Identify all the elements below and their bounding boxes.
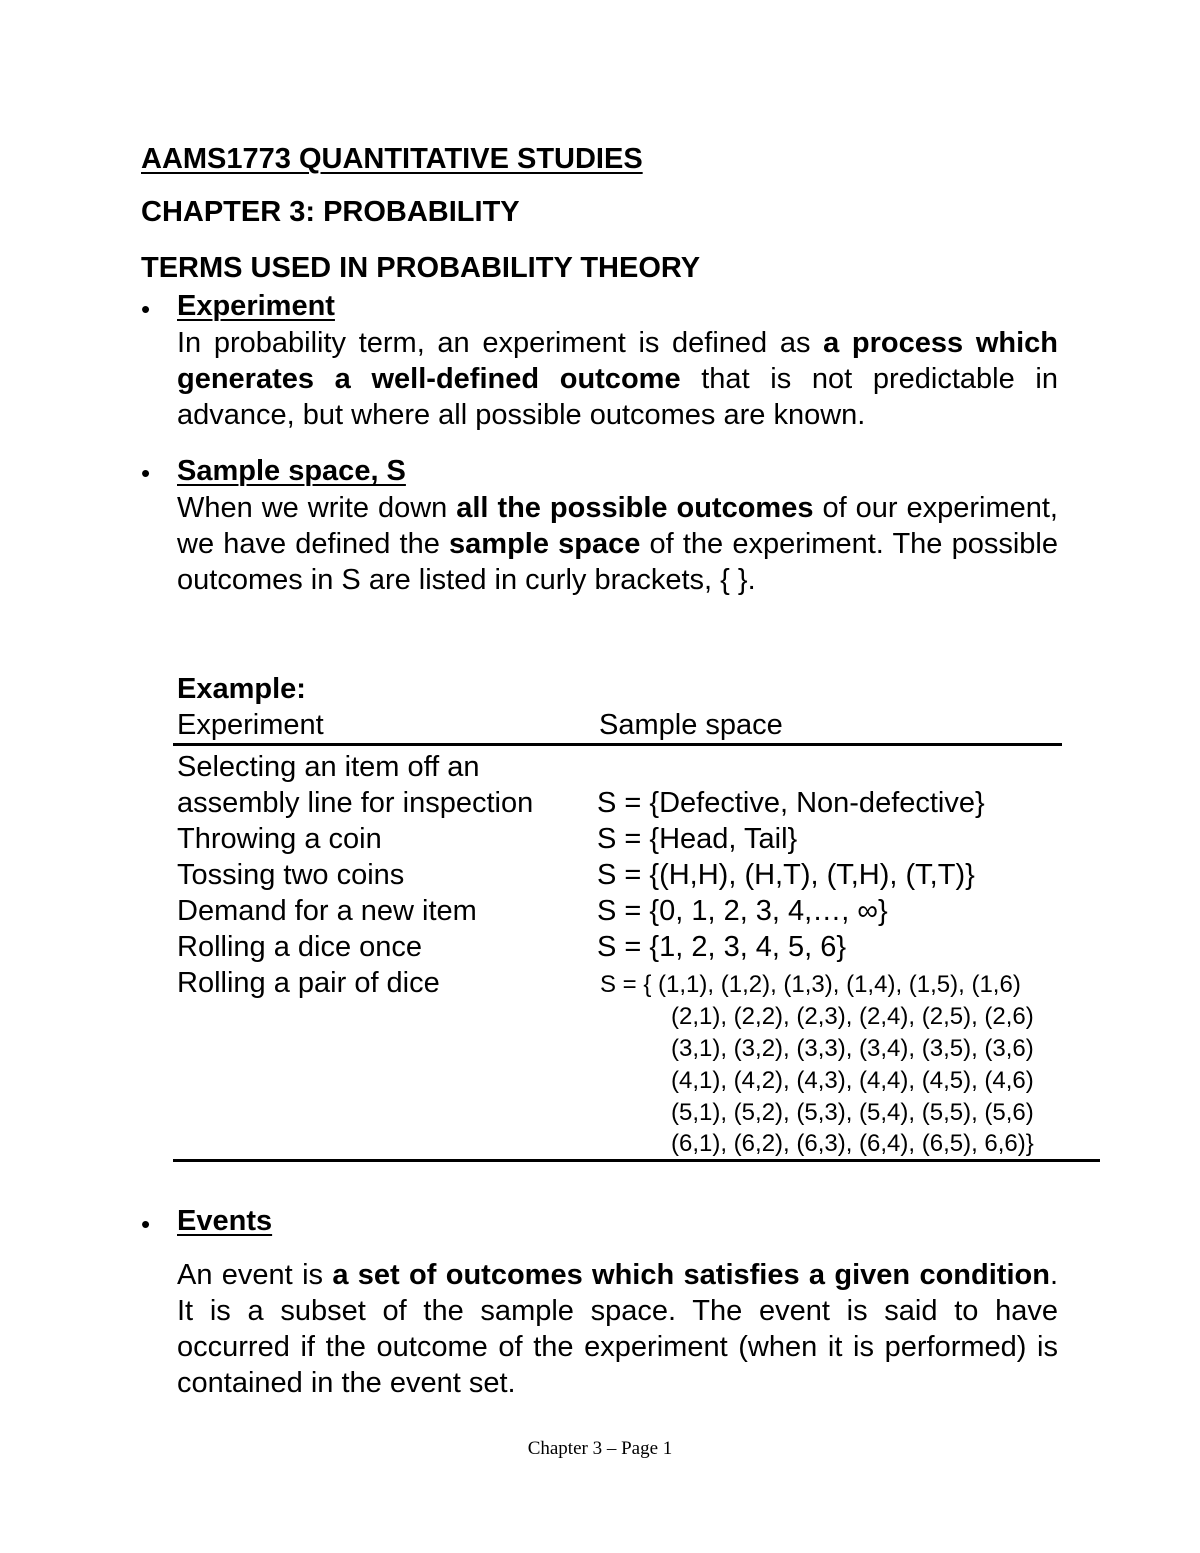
- sample-space-bold-1: all the possible outcomes: [456, 492, 814, 524]
- table-row-experiment: Demand for a new item: [177, 895, 477, 927]
- table-row-sample-space: S = {(H,H), (H,T), (T,H), (T,T)}: [597, 859, 975, 891]
- table-row-experiment: Selecting an item off an: [177, 751, 480, 783]
- chapter-title: CHAPTER 3: PROBABILITY: [141, 196, 520, 228]
- events-bold-1: a set of outcomes which satisfies a given condition: [332, 1259, 1050, 1291]
- events-heading: Events: [177, 1205, 273, 1237]
- table-row-experiment: Rolling a pair of dice: [177, 967, 440, 999]
- experiment-text-2: that is not predictable in advance, but where all possible outcomes are known.: [177, 363, 1058, 431]
- dice-outcomes-line: (2,1), (2,2), (2,3), (2,4), (2,5), (2,6): [671, 1003, 1034, 1030]
- sample-space-text-3: of the experiment. The possible outcomes in S are listed in curly brackets, { }.: [177, 528, 1058, 596]
- bullet-icon: •: [141, 458, 151, 488]
- experiment-heading: Experiment: [177, 290, 335, 322]
- page-footer: Chapter 3 – Page 1: [527, 1438, 673, 1459]
- dice-outcomes-line: (6,1), (6,2), (6,3), (6,4), (6,5), 6,6)}: [671, 1130, 1034, 1157]
- section-title: TERMS USED IN PROBABILITY THEORY: [141, 252, 701, 284]
- sample-space-paragraph: [177, 490, 1058, 598]
- experiment-text-1: In probability term, an experiment is defined as: [177, 327, 824, 359]
- sample-space-text-2: of our experiment, we have defined the: [177, 492, 1058, 560]
- table-row-experiment: Throwing a coin: [177, 823, 382, 855]
- experiment-bold-1: a process which generates a well-defined outcome: [177, 327, 1058, 395]
- column-header-experiment: Experiment: [177, 709, 324, 741]
- bullet-icon: •: [141, 294, 151, 324]
- sample-space-heading: Sample space, S: [177, 455, 406, 487]
- table-row-sample-space: S = {1, 2, 3, 4, 5, 6}: [597, 931, 847, 963]
- dice-outcomes-line: (3,1), (3,2), (3,3), (3,4), (3,5), (3,6): [671, 1035, 1034, 1062]
- bullet-icon: •: [141, 1209, 151, 1239]
- events-paragraph: [177, 1257, 1058, 1401]
- events-text-2: . It is a subset of the sample space. The event is said to have occurred if the outcome of the experiment (when it is performed) is contained in the event set.: [177, 1259, 1058, 1399]
- dice-outcomes-line: (4,1), (4,2), (4,3), (4,4), (4,5), (4,6): [671, 1067, 1034, 1094]
- table-row-sample-space: S = {Head, Tail}: [597, 823, 798, 855]
- experiment-paragraph: [177, 325, 1058, 433]
- column-header-sample-space: Sample space: [599, 709, 783, 741]
- table-row-sample-space: S = {Defective, Non-defective}: [597, 787, 985, 819]
- dice-outcomes-line: (5,1), (5,2), (5,3), (5,4), (5,5), (5,6): [671, 1099, 1034, 1126]
- sample-space-bold-2: sample space: [449, 528, 641, 560]
- table-bottom-rule: [173, 1159, 1100, 1162]
- sample-space-text-1: When we write down: [177, 492, 457, 524]
- table-top-rule: [173, 743, 1062, 746]
- table-row-experiment: assembly line for inspection: [177, 787, 534, 819]
- example-label: Example:: [177, 673, 306, 705]
- events-text-1: An event is: [177, 1259, 333, 1291]
- table-row-experiment: Rolling a dice once: [177, 931, 423, 963]
- course-title: AAMS1773 QUANTITATIVE STUDIES: [141, 143, 643, 175]
- dice-outcomes-line: S = { (1,1), (1,2), (1,3), (1,4), (1,5), (1,6): [600, 971, 1021, 998]
- table-row-sample-space: S = {0, 1, 2, 3, 4,…, ∞}: [597, 895, 888, 927]
- table-row-experiment: Tossing two coins: [177, 859, 405, 891]
